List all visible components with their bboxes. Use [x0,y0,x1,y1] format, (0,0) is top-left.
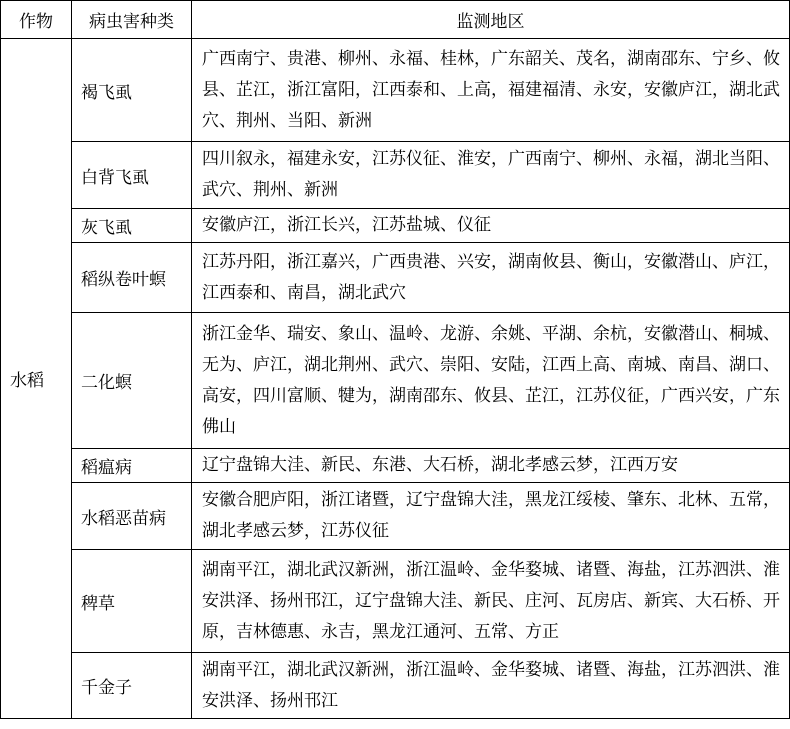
header-region: 监测地区 [192,1,790,39]
regions-cell: 辽宁盘锦大洼、新民、东港、大石桥，湖北孝感云梦，江西万安 [192,449,790,483]
pest-cell: 稻瘟病 [72,449,192,483]
regions-cell: 广西南宁、贵港、柳州、永福、桂林，广东韶关、茂名，湖南邵东、宁乡、攸县、芷江，浙江富阳，江西泰和、上高，福建福清、永安，安徽庐江，湖北武穴、荆州、当阳、新洲 [192,39,790,142]
table-row [1,653,790,719]
regions-cell: 浙江金华、瑞安、象山、温岭、龙游、余姚、平湖、余杭，安徽潜山、桐城、无为、庐江，湖北荆州、武穴、崇阳、安陆，江西上高、南城、南昌、湖口、高安，四川富顺、犍为，湖南邵东、攸县、芷江，江苏仪征，广西兴安，广东佛山 [192,313,790,449]
table-row [1,39,790,142]
header-crop: 作物 [1,1,72,39]
table-row [1,550,790,653]
regions-cell: 安徽庐江，浙江长兴，江苏盐城、仪征 [192,209,790,243]
pest-cell: 褐飞虱 [72,39,192,142]
header-pest: 病虫害种类 [72,1,192,39]
header-row [1,1,790,39]
table-row [1,243,790,313]
table-row [1,483,790,550]
table-row [1,209,790,243]
pest-cell: 水稻恶苗病 [72,483,192,550]
regions-cell: 四川叙永，福建永安，江苏仪征、淮安，广西南宁、柳州、永福，湖北当阳、武穴、荆州、新洲 [192,142,790,209]
regions-cell: 湖南平江，湖北武汉新洲，浙江温岭、金华婺城、诸暨、海盐，江苏泗洪、淮安洪泽、扬州邗江，辽宁盘锦大洼、新民、庄河、瓦房店、新宾、大石桥、开原，吉林德惠、永吉，黑龙江通河、五常、方正 [192,550,790,653]
pest-cell: 稗草 [72,550,192,653]
table-row [1,313,790,449]
regions-cell: 江苏丹阳，浙江嘉兴，广西贵港、兴安，湖南攸县、衡山，安徽潜山、庐江，江西泰和、南昌，湖北武穴 [192,243,790,313]
pest-cell: 二化螟 [72,313,192,449]
pest-cell: 灰飞虱 [72,209,192,243]
crop-cell: 水稻 [1,39,72,719]
pest-cell: 千金子 [72,653,192,719]
pest-cell: 稻纵卷叶螟 [72,243,192,313]
table-row [1,449,790,483]
regions-cell: 湖南平江，湖北武汉新洲，浙江温岭、金华婺城、诸暨、海盐，江苏泗洪、淮安洪泽、扬州邗江 [192,653,790,719]
regions-cell: 安徽合肥庐阳，浙江诸暨，辽宁盘锦大洼，黑龙江绥棱、肇东、北林、五常，湖北孝感云梦，江苏仪征 [192,483,790,550]
pest-cell: 白背飞虱 [72,142,192,209]
table-row [1,142,790,209]
